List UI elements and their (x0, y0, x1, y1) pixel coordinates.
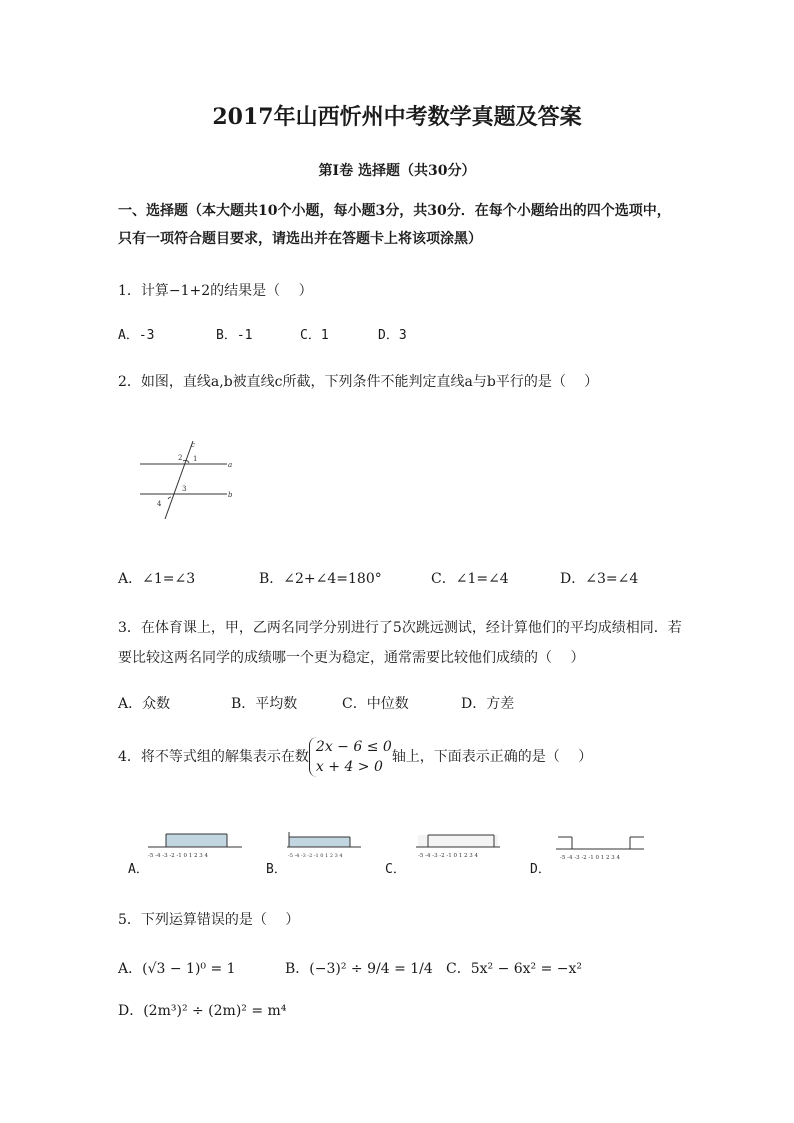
inequality-system (309, 737, 392, 777)
number-line-a (146, 830, 246, 862)
inequality-1: 2x − 6 ≤ 0 (315, 739, 392, 755)
q2-option-c: C．∠1=∠4 (431, 571, 509, 587)
number-line-b (286, 830, 362, 862)
number-line-c (414, 830, 502, 862)
question-4-suffix: 轴上，下面表示正确的是（ ） (391, 749, 593, 765)
number-line-d (554, 830, 646, 862)
q4-option-b: B． (266, 862, 287, 877)
q4-option-a: A． (128, 862, 149, 877)
q3-option-a: A．众数 (118, 696, 171, 712)
q3-option-b: B．平均数 (231, 696, 298, 712)
angle-2-label: 2 (178, 454, 183, 462)
question-4-prefix: 4．将不等式组的解集表示在数 (118, 749, 309, 765)
q1-option-d: D．3 (378, 328, 407, 343)
q1-option-c: C．1 (300, 328, 329, 343)
q2-option-d: D．∠3=∠4 (560, 571, 639, 587)
q5-option-c: C．5x² − 6x² = −x² (446, 961, 583, 977)
section-subtitle: 第Ⅰ卷 选择题（共30分） (318, 163, 476, 179)
section-instructions: 一、选择题（本大题共10个小题，每小题3分，共30分．在每个小题给出的四个选项中，只有一项符合题目要求，请选出并在答题卡上将该项涂黑） (118, 203, 671, 247)
q3-option-c: C．中位数 (342, 696, 409, 712)
q5-option-a: A．(√3 − 1)⁰ = 1 (118, 961, 236, 977)
question-1-text: 1．计算−1+2的结果是（ ） (118, 283, 313, 299)
q4-option-c: C． (385, 862, 406, 877)
question-5-text: 5．下列运算错误的是（ ） (118, 912, 300, 928)
inequality-2: x + 4 > 0 (315, 759, 383, 775)
line-c-label: c (191, 441, 195, 449)
axis-ticks-a: -5 -4 -3 -2 -1 0 1 2 3 4 (148, 853, 209, 859)
q1-option-a: A．-3 (118, 328, 155, 343)
q4-option-d: D． (530, 862, 551, 877)
angle-3-label: 3 (182, 485, 187, 493)
q1-option-b: B．-1 (216, 328, 253, 343)
axis-ticks-d: -5 -4 -3 -2 -1 0 1 2 3 4 (560, 855, 621, 861)
q5-option-d: D．(2m³)² ÷ (2m)² = m⁴ (118, 1003, 287, 1019)
q2-option-b: B．∠2+∠4=180° (259, 571, 382, 587)
line-a-label: a (228, 461, 233, 469)
question-2-text: 2．如图，直线a,b被直线c所截，下列条件不能判定直线a与b平行的是（ ） (118, 374, 599, 390)
question-3-line-2: 要比较这两名同学的成绩哪一个更为稳定，通常需要比较他们成绩的（ ） (118, 650, 585, 666)
axis-ticks-b: -5 -4 -3 -2 -1 0 1 2 3 4 (288, 853, 343, 859)
line-b-label: b (228, 491, 233, 499)
parallel-lines-figure (135, 437, 235, 519)
question-3-line-1: 3．在体育课上，甲，乙两名同学分别进行了5次跳远测试，经计算他们的平均成绩相同．若 (118, 620, 682, 636)
question-4-text (118, 737, 592, 777)
q2-option-a: A．∠1=∠3 (118, 571, 196, 587)
angle-4-label: 4 (157, 500, 162, 508)
q5-option-b: B．(−3)² ÷ 9/4 = 1/4 (285, 961, 433, 977)
q3-option-d: D．方差 (461, 696, 515, 712)
axis-ticks-c: -5 -4 -3 -2 -1 0 1 2 3 4 (418, 853, 479, 859)
page-title: 2017年山西忻州中考数学真题及答案 (212, 104, 582, 130)
angle-1-label: 1 (193, 455, 198, 463)
